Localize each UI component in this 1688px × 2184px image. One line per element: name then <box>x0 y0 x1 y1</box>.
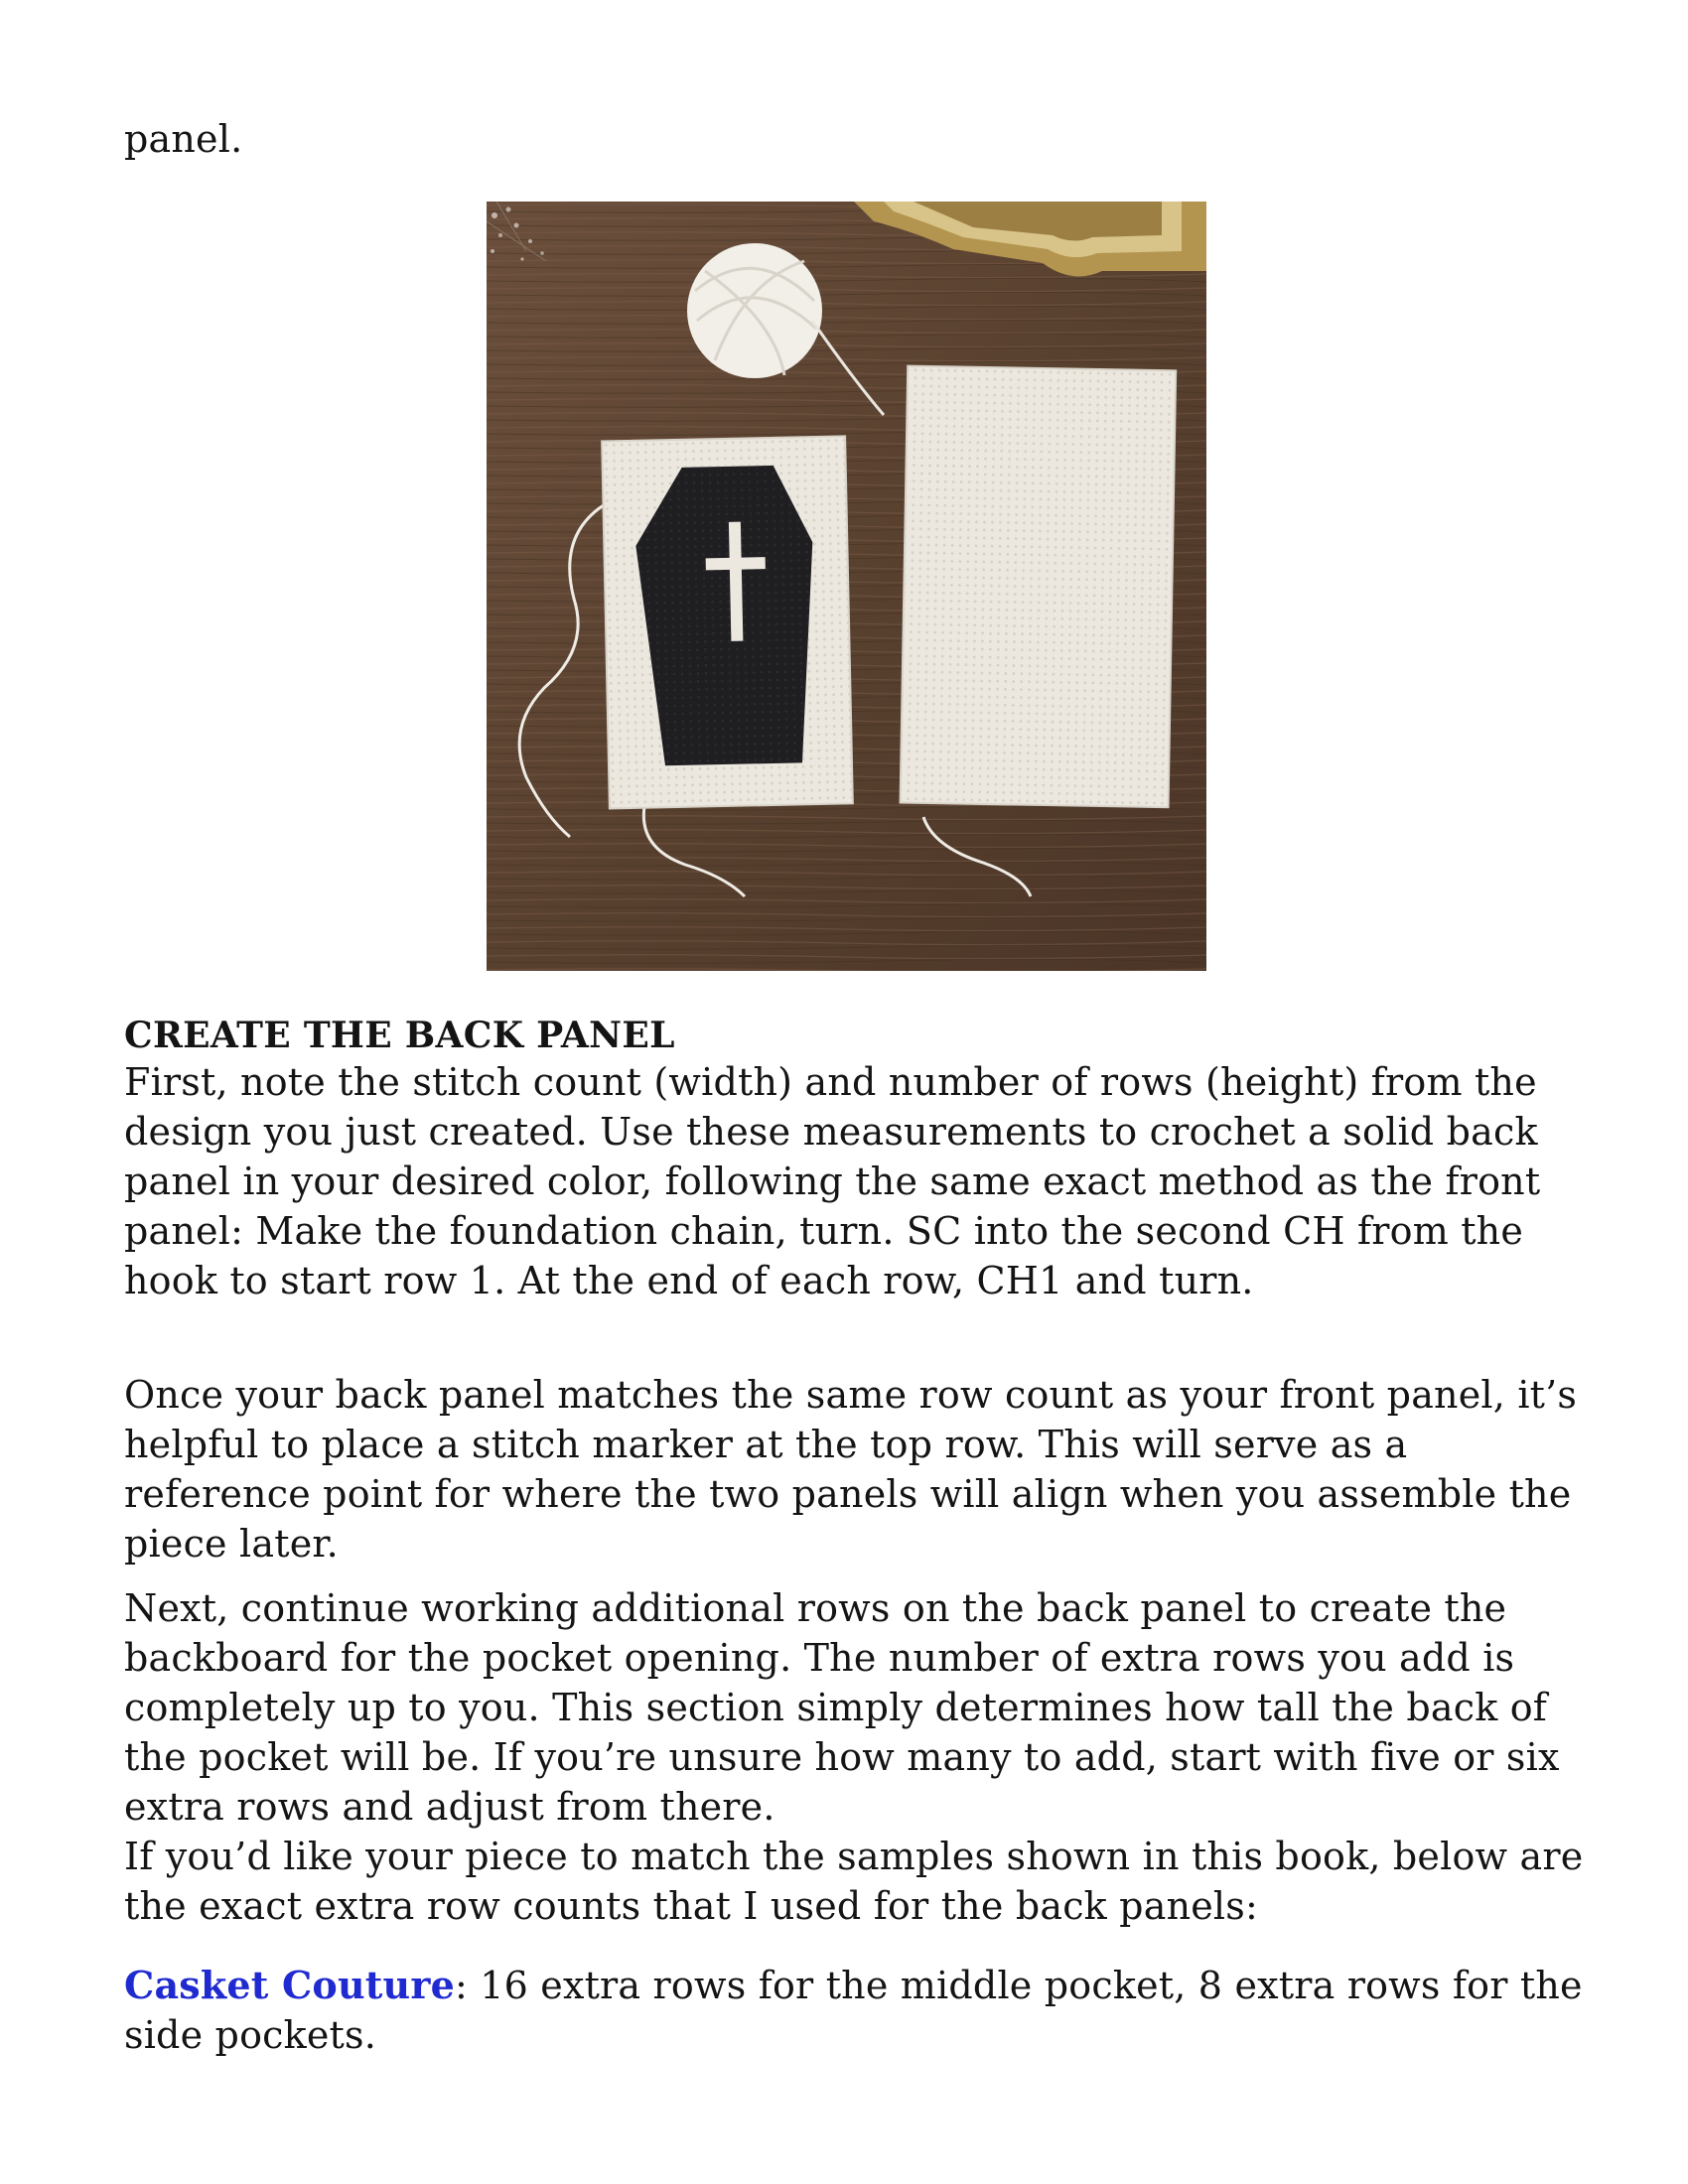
intro-fragment: panel. <box>124 117 243 161</box>
section-heading: CREATE THE BACK PANEL <box>124 1015 675 1056</box>
back-panel <box>901 366 1177 808</box>
paragraph-1: First, note the stitch count (width) and number of rows (height) from the design you just created. Use these measurements to crochet a solid back panel in your desired color, following the same exact method as the front panel: Make the foundation chain, turn. SC into the second CH from the hook to start row 1. At the end of each row, CH1 and turn. <box>124 1060 1541 1302</box>
front-panel <box>602 436 853 808</box>
crochet-panels-photo <box>487 202 1206 971</box>
casket-couture-item <box>124 1961 1594 2060</box>
casket-couture-text: : 16 extra rows for the middle pocket, 8 extra rows for the side pockets. <box>124 1964 1583 2057</box>
coffin-motif <box>634 465 817 766</box>
casket-couture-link[interactable]: Casket Couture <box>124 1963 455 2007</box>
paragraph-2: Once your back panel matches the same row count as your front panel, it’s helpful to place a stitch marker at the top row. This will serve as a reference point for where the two panels will align when you assemble the piece later. <box>124 1373 1578 1566</box>
paragraph-3: Next, continue working additional rows on the back panel to create the backboard for the pocket opening. The number of extra rows you add is completely up to you. This section simply determines how tall the back of the pocket will be. If you’re unsure how many to add, start with five or six extra rows and adjust from there. <box>124 1586 1560 1829</box>
paragraph-4: If you’d like your piece to match the samples shown in this book, below are the exact extra row counts that I used for the back panels: <box>124 1835 1584 1928</box>
